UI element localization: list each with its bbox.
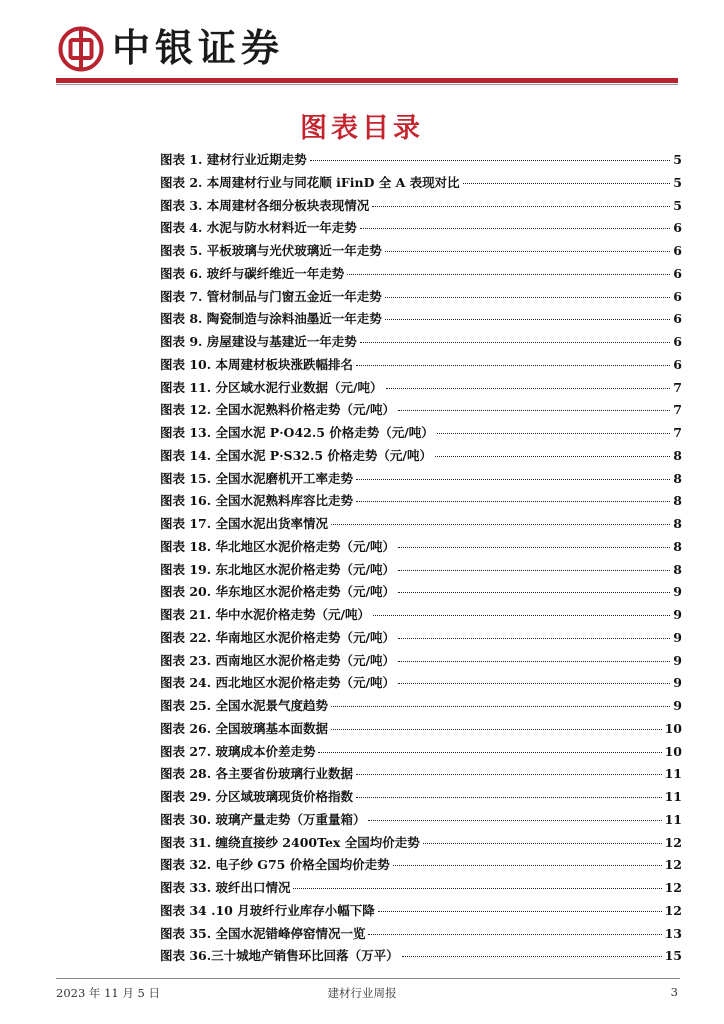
toc-entry[interactable] <box>160 173 682 196</box>
toc-entry-page: 9 <box>673 698 682 713</box>
toc-entry[interactable] <box>160 742 682 765</box>
toc-leader-dots <box>356 774 662 775</box>
toc-entry[interactable] <box>160 423 682 446</box>
toc-entry[interactable] <box>160 833 682 856</box>
toc-leader-dots <box>360 342 671 343</box>
toc-entry-page: 11 <box>664 789 682 804</box>
toc-leader-dots <box>398 570 670 571</box>
toc-entry-page: 6 <box>673 265 682 281</box>
toc-leader-dots <box>373 615 670 616</box>
toc-leader-dots <box>393 865 662 866</box>
toc-leader-dots <box>356 797 662 798</box>
boc-coin-logo-icon <box>58 26 104 72</box>
toc-entry-label: 图表 24. 西北地区水泥价格走势（元/吨） <box>160 675 396 691</box>
toc-entry-label: 图表 14. 全国水泥 P·S32.5 价格走势（元/吨） <box>160 447 432 463</box>
toc-entry-page: 6 <box>673 311 682 327</box>
toc-entry-page: 9 <box>673 675 682 691</box>
toc-leader-dots <box>356 365 670 366</box>
toc-entry-page: 5 <box>673 174 682 190</box>
toc-leader-dots <box>331 706 670 707</box>
toc-entry[interactable] <box>160 582 682 605</box>
toc-entry[interactable] <box>160 446 682 469</box>
toc-leader-dots <box>385 251 671 252</box>
toc-entry-page: 8 <box>673 493 682 509</box>
footer-page-number: 3 <box>670 985 678 999</box>
toc-entry-page: 12 <box>664 880 682 895</box>
toc-entry[interactable] <box>160 241 682 264</box>
toc-entry[interactable] <box>160 560 682 583</box>
toc-leader-dots <box>398 410 670 411</box>
toc-entry[interactable] <box>160 924 682 947</box>
toc-entry[interactable] <box>160 901 682 924</box>
toc-entry[interactable] <box>160 719 682 742</box>
toc-entry-label: 图表 2. 本周建材行业与同花顺 iFinD 全 A 表现对比 <box>160 174 460 190</box>
header-rule <box>56 78 678 83</box>
toc-entry-page: 9 <box>673 607 682 622</box>
toc-entry-page: 11 <box>664 766 682 782</box>
toc-entry-page: 6 <box>673 243 682 258</box>
toc-leader-dots <box>356 479 670 480</box>
toc-entry-label: 图表 7. 管材制品与门窗五金近一年走势 <box>160 288 382 304</box>
toc-entry-page: 8 <box>673 538 682 554</box>
toc-entry[interactable] <box>160 218 682 241</box>
toc-leader-dots <box>398 592 670 593</box>
toc-entry-label: 图表 15. 全国水泥磨机开工率走势 <box>160 470 353 486</box>
toc-leader-dots <box>463 183 671 184</box>
toc-entry[interactable] <box>160 287 682 310</box>
toc-entry[interactable] <box>160 628 682 651</box>
toc-entry-page: 13 <box>664 925 682 941</box>
toc-leader-dots <box>318 752 661 753</box>
toc-entry-page: 7 <box>673 402 682 418</box>
toc-entry[interactable] <box>160 378 682 401</box>
toc-entry-label: 图表 16. 全国水泥熟料库容比走势 <box>160 493 353 509</box>
toc-entry-page: 9 <box>673 629 682 645</box>
footer-report-type: 建材行业周报 <box>327 986 397 1000</box>
toc-entry[interactable] <box>160 673 682 696</box>
toc-entry-label: 图表 4. 水泥与防水材料近一年走势 <box>160 220 357 236</box>
toc-leader-dots <box>331 729 662 730</box>
header-rule-thin <box>56 84 678 85</box>
toc-leader-dots <box>398 547 670 548</box>
toc-leader-dots <box>331 524 670 525</box>
toc-entry-label: 图表 21. 华中水泥价格走势（元/吨） <box>160 607 371 622</box>
toc-entry-page: 9 <box>673 652 682 668</box>
toc-entry[interactable] <box>160 355 682 378</box>
toc-entry-label: 图表 10. 本周建材板块涨跌幅排名 <box>160 356 353 372</box>
toc-leader-dots <box>310 160 671 161</box>
toc-entry-label: 图表 5. 平板玻璃与光伏玻璃近一年走势 <box>160 243 382 258</box>
report-header <box>0 0 724 90</box>
toc-entry-label: 图表 8. 陶瓷制造与涂料油墨近一年走势 <box>160 311 382 327</box>
toc-leader-dots <box>385 319 671 320</box>
toc-entry[interactable] <box>160 764 682 787</box>
toc-entry-label: 图表 35. 全国水泥错峰停窑情况一览 <box>160 925 366 941</box>
toc-entry-page: 8 <box>673 561 682 577</box>
toc-entry-label: 图表 9. 房屋建设与基建近一年走势 <box>160 334 357 349</box>
toc-entry-label: 图表 30. 玻璃产量走势（万重量箱） <box>160 811 366 827</box>
brand-name: 中银证券 <box>112 26 285 70</box>
toc-entry-label: 图表 1. 建材行业近期走势 <box>160 152 307 167</box>
toc-entry-label: 图表 25. 全国水泥景气度趋势 <box>160 698 328 713</box>
toc-leader-dots <box>423 843 662 844</box>
toc-entry-page: 12 <box>664 902 682 918</box>
toc-leader-dots <box>398 661 670 662</box>
toc-entry-label: 图表 19. 东北地区水泥价格走势（元/吨） <box>160 561 396 577</box>
toc-entry-page: 8 <box>673 470 682 486</box>
toc-entry-label: 图表 17. 全国水泥出货率情况 <box>160 516 328 531</box>
footer-rule <box>56 978 680 979</box>
toc-leader-dots <box>385 297 671 298</box>
toc-entry-label: 图表 3. 本周建材各细分板块表现情况 <box>160 197 370 213</box>
toc-entry-label: 图表 28. 各主要省份玻璃行业数据 <box>160 766 353 782</box>
toc-entry-page: 7 <box>673 379 682 395</box>
toc-leader-dots <box>293 888 661 889</box>
toc-entry-page: 5 <box>673 152 682 167</box>
toc-leader-dots <box>368 820 661 821</box>
toc-entry-label: 图表 32. 电子纱 G75 价格全国均价走势 <box>160 857 390 873</box>
toc-entry-page: 8 <box>673 447 682 463</box>
toc-entry-page: 11 <box>664 811 682 827</box>
toc-entry-label: 图表 20. 华东地区水泥价格走势（元/吨） <box>160 584 396 600</box>
toc-list <box>160 150 682 969</box>
toc-entry-label: 图表 18. 华北地区水泥价格走势（元/吨） <box>160 538 396 554</box>
toc-title: 图表目录 <box>300 113 424 144</box>
toc-entry[interactable] <box>160 810 682 833</box>
toc-entry-label: 图表 27. 玻璃成本价差走势 <box>160 743 316 759</box>
toc-entry[interactable] <box>160 469 682 492</box>
toc-entry[interactable] <box>160 787 682 810</box>
toc-entry[interactable] <box>160 946 682 969</box>
toc-leader-dots <box>386 388 671 389</box>
toc-entry[interactable] <box>160 491 682 514</box>
toc-entry-page: 10 <box>664 720 682 736</box>
toc-entry-label: 图表 6. 玻纤与碳纤维近一年走势 <box>160 265 345 281</box>
toc-entry-page: 12 <box>664 857 682 873</box>
toc-leader-dots <box>368 934 661 935</box>
toc-entry-label: 图表 29. 分区域玻璃现货价格指数 <box>160 789 353 804</box>
toc-entry-page: 7 <box>673 425 682 440</box>
toc-leader-dots <box>360 228 671 229</box>
toc-entry[interactable] <box>160 651 682 674</box>
toc-entry-label: 图表 12. 全国水泥熟料价格走势（元/吨） <box>160 402 396 418</box>
toc-entry-page: 6 <box>673 356 682 372</box>
toc-entry-page: 8 <box>673 516 682 531</box>
toc-entry[interactable] <box>160 196 682 219</box>
toc-leader-dots <box>347 274 670 275</box>
toc-leader-dots <box>372 206 670 207</box>
toc-entry-page: 12 <box>664 834 682 850</box>
toc-entry[interactable] <box>160 264 682 287</box>
toc-entry[interactable] <box>160 537 682 560</box>
toc-entry-page: 5 <box>673 197 682 213</box>
toc-leader-dots <box>398 638 670 639</box>
toc-entry-label: 图表 33. 玻纤出口情况 <box>160 880 291 895</box>
toc-entry-label: 图表 31. 缠绕直接纱 2400Tex 全国均价走势 <box>160 834 420 850</box>
toc-entry-page: 9 <box>673 584 682 600</box>
toc-entry[interactable] <box>160 150 682 173</box>
toc-entry[interactable] <box>160 400 682 423</box>
toc-entry[interactable] <box>160 696 682 719</box>
toc-leader-dots <box>398 683 670 684</box>
toc-entry-page: 6 <box>673 334 682 349</box>
toc-entry-label: 图表 34 .10 月玻纤行业库存小幅下降 <box>160 902 375 918</box>
toc-entry[interactable] <box>160 514 682 537</box>
toc-entry[interactable] <box>160 332 682 355</box>
toc-entry-page: 6 <box>673 288 682 304</box>
footer-date: 2023 年 11 月 5 日 <box>56 986 160 1000</box>
toc-entry-page: 6 <box>673 220 682 236</box>
toc-entry[interactable] <box>160 878 682 901</box>
toc-entry[interactable] <box>160 605 682 628</box>
toc-leader-dots <box>435 456 670 457</box>
toc-leader-dots <box>356 501 670 502</box>
toc-entry-label: 图表 26. 全国玻璃基本面数据 <box>160 720 328 736</box>
toc-entry-label: 图表 36.三十城地产销售环比回落（万平） <box>160 948 399 964</box>
toc-leader-dots <box>378 911 662 912</box>
toc-entry-label: 图表 22. 华南地区水泥价格走势（元/吨） <box>160 629 396 645</box>
toc-entry-page: 15 <box>664 948 682 964</box>
toc-entry-label: 图表 13. 全国水泥 P·O42.5 价格走势（元/吨） <box>160 425 434 440</box>
toc-leader-dots <box>437 433 670 434</box>
toc-entry-page: 10 <box>664 743 682 759</box>
toc-entry[interactable] <box>160 855 682 878</box>
toc-leader-dots <box>402 956 662 957</box>
toc-entry-label: 图表 23. 西南地区水泥价格走势（元/吨） <box>160 652 396 668</box>
toc-entry-label: 图表 11. 分区域水泥行业数据（元/吨） <box>160 379 383 395</box>
toc-entry[interactable] <box>160 309 682 332</box>
